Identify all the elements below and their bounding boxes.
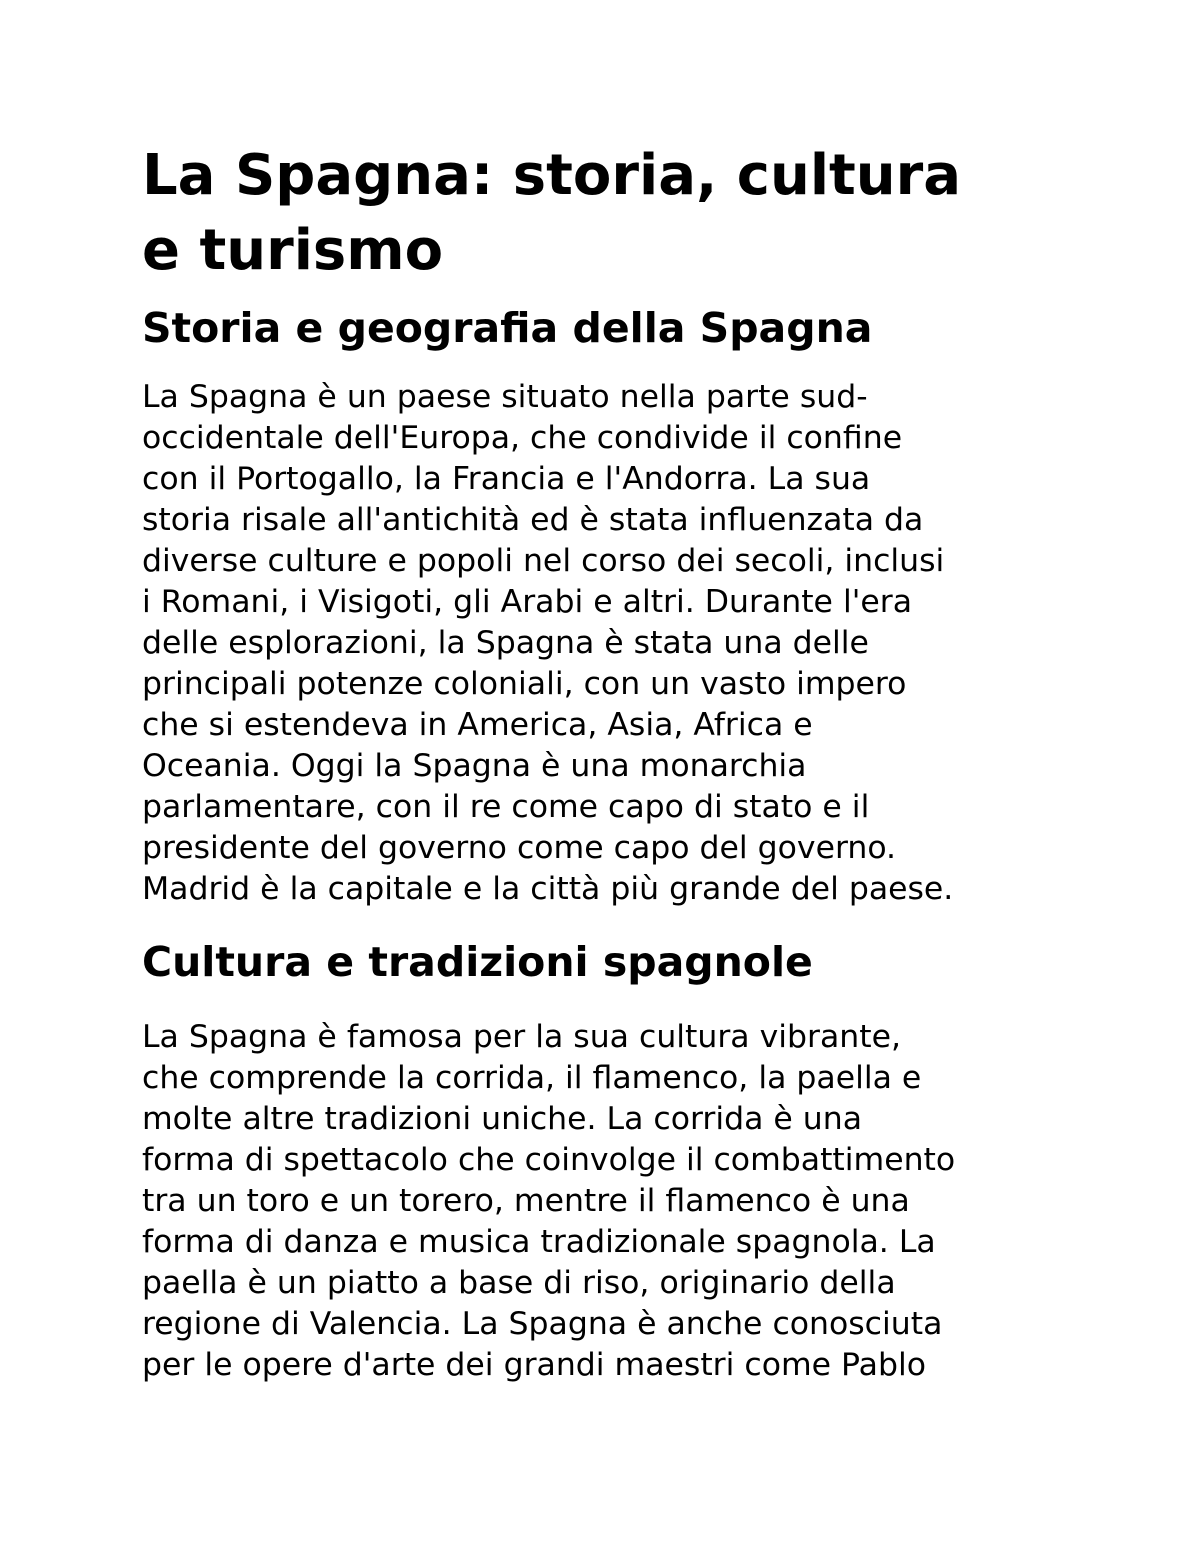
text-line: per le opere d'arte dei grandi maestri come Pablo bbox=[142, 1347, 926, 1383]
section-paragraph-cultura bbox=[142, 1017, 1062, 1386]
section-heading-cultura: Cultura e tradizioni spagnole bbox=[142, 938, 813, 986]
section-paragraph-storia bbox=[142, 377, 1062, 910]
text-line: parlamentare, con il re come capo di stato e il bbox=[142, 789, 870, 825]
text-line: regione di Valencia. La Spagna è anche conosciuta bbox=[142, 1306, 943, 1342]
document-page bbox=[142, 138, 1062, 1386]
text-line: storia risale all'antichità ed è stata influenzata da bbox=[142, 502, 924, 538]
text-line: diverse culture e popoli nel corso dei secoli, inclusi bbox=[142, 543, 945, 579]
title-line: e turismo bbox=[142, 218, 444, 283]
text-line: molte altre tradizioni uniche. La corrida è una bbox=[142, 1101, 863, 1137]
title-line: La Spagna: storia, cultura bbox=[142, 143, 962, 208]
text-line: La Spagna è un paese situato nella parte sud- bbox=[142, 379, 868, 415]
text-line: con il Portogallo, la Francia e l'Andorra. La sua bbox=[142, 461, 871, 497]
text-line: tra un toro e un torero, mentre il flamenco è una bbox=[142, 1183, 910, 1219]
text-line: forma di spettacolo che coinvolge il combattimento bbox=[142, 1142, 956, 1178]
text-line: che si estendeva in America, Asia, Africa e bbox=[142, 707, 813, 743]
text-line: che comprende la corrida, il flamenco, la paella e bbox=[142, 1060, 922, 1096]
text-line: paella è un piatto a base di riso, originario della bbox=[142, 1265, 896, 1301]
text-line: i Romani, i Visigoti, gli Arabi e altri. Durante l'era bbox=[142, 584, 912, 620]
text-line: Madrid è la capitale e la città più grande del paese. bbox=[142, 871, 954, 907]
text-line: occidentale dell'Europa, che condivide il confine bbox=[142, 420, 903, 456]
document-title bbox=[142, 138, 1062, 288]
text-line: La Spagna è famosa per la sua cultura vibrante, bbox=[142, 1019, 901, 1055]
text-line: forma di danza e musica tradizionale spagnola. La bbox=[142, 1224, 936, 1260]
text-line: Oceania. Oggi la Spagna è una monarchia bbox=[142, 748, 807, 784]
section-heading-storia: Storia e geografia della Spagna bbox=[142, 304, 873, 352]
text-line: presidente del governo come capo del governo. bbox=[142, 830, 897, 866]
text-line: principali potenze coloniali, con un vasto impero bbox=[142, 666, 907, 702]
text-line: delle esplorazioni, la Spagna è stata una delle bbox=[142, 625, 869, 661]
